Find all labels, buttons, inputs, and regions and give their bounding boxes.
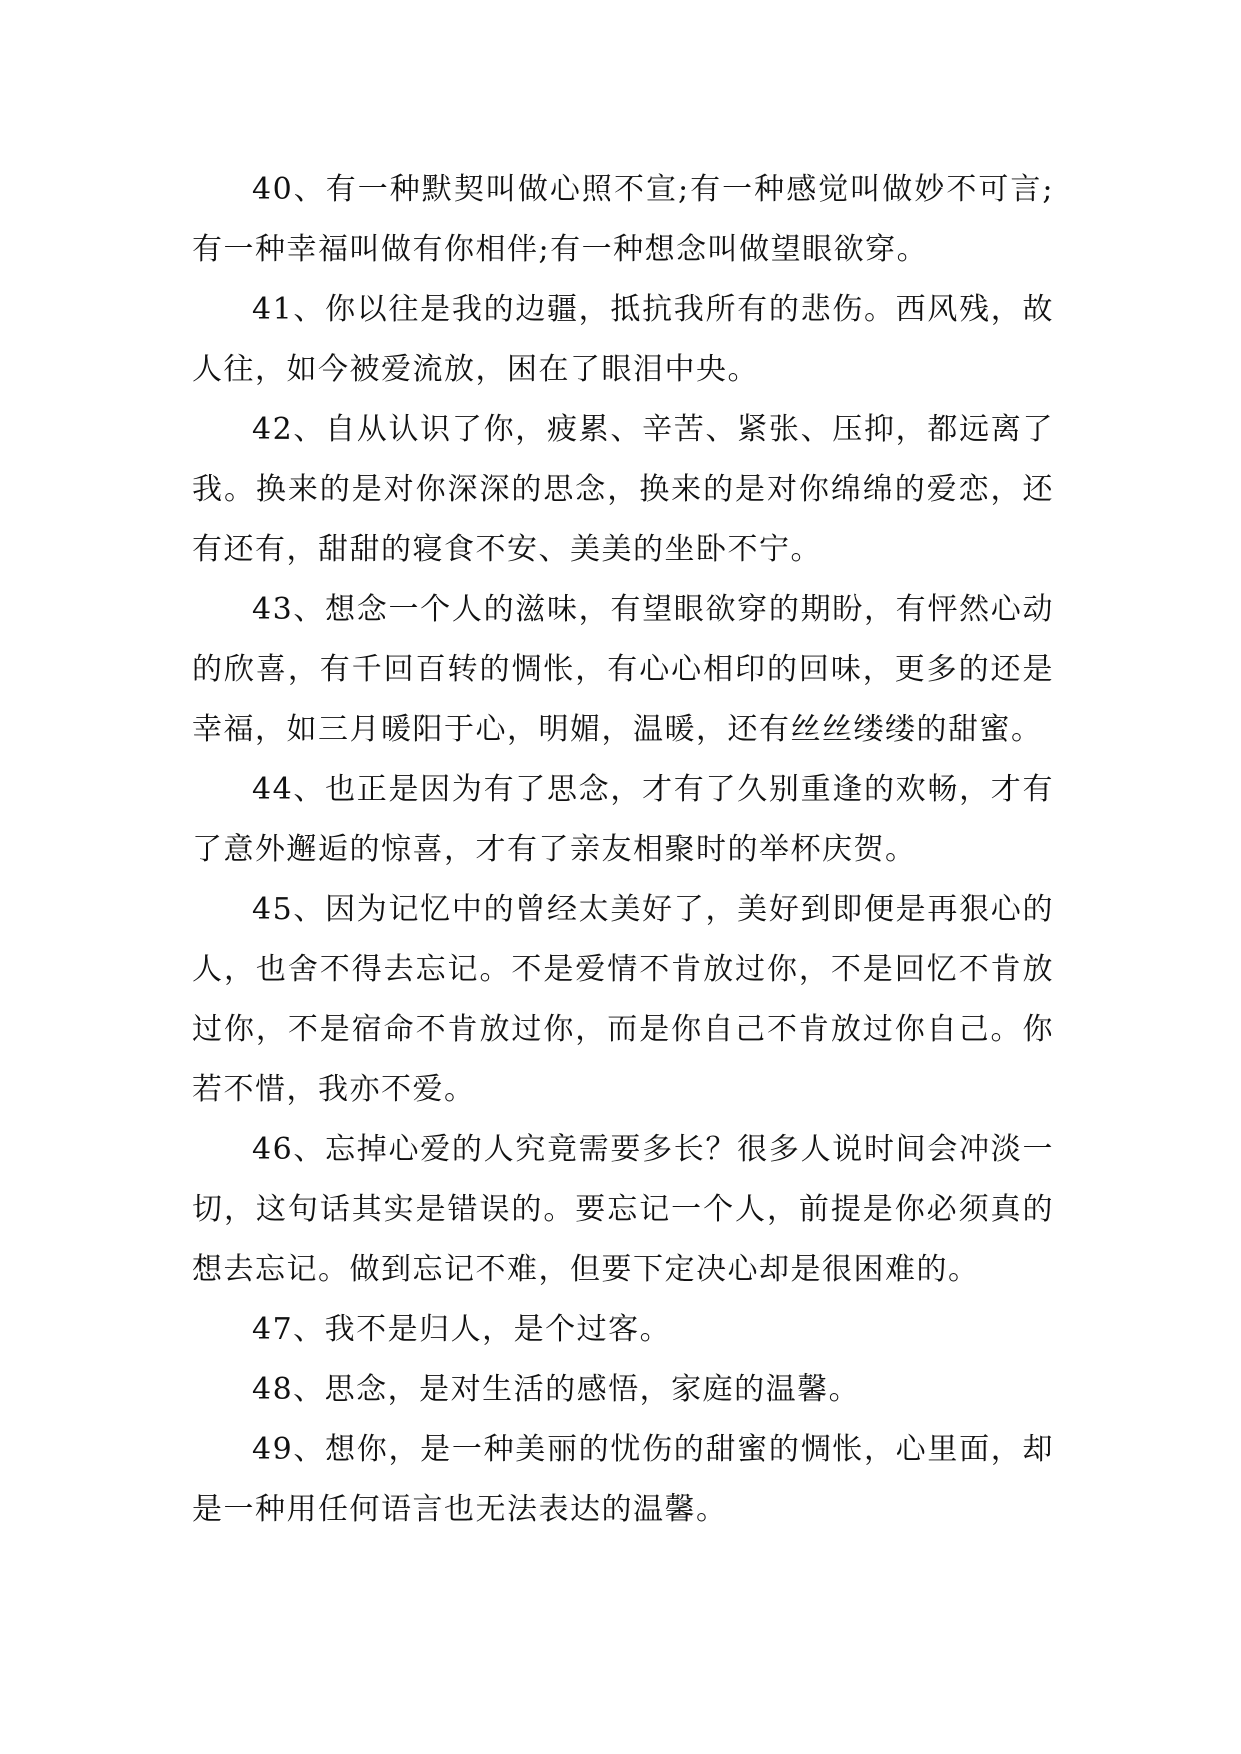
paragraph-40: 40、有一种默契叫做心照不宣;有一种感觉叫做妙不可言;有一种幸福叫做有你相伴;有一种想念叫做望眼欲穿。	[192, 172, 1054, 267]
document-body	[192, 160, 1054, 1540]
paragraph-41: 41、你以往是我的边疆，抵抗我所有的悲伤。西风残，故人往，如今被爱流放，困在了眼泪中央。	[192, 292, 1054, 387]
paragraph-44: 44、也正是因为有了思念，才有了久别重逢的欢畅，才有了意外邂逅的惊喜，才有了亲友相聚时的举杯庆贺。	[192, 772, 1054, 867]
paragraph-45: 45、因为记忆中的曾经太美好了，美好到即便是再狠心的人，也舍不得去忘记。不是爱情不肯放过你，不是回忆不肯放过你，不是宿命不肯放过你，而是你自己不肯放过你自己。你若不惜，我亦不爱。	[192, 892, 1054, 1107]
paragraph-46: 46、忘掉心爱的人究竟需要多长？很多人说时间会冲淡一切，这句话其实是错误的。要忘记一个人，前提是你必须真的想去忘记。做到忘记不难，但要下定决心却是很困难的。	[192, 1132, 1054, 1287]
paragraph-49: 49、想你，是一种美丽的忧伤的甜蜜的惆怅，心里面，却是一种用任何语言也无法表达的温馨。	[192, 1432, 1054, 1527]
paragraph-48: 48、思念，是对生活的感悟，家庭的温馨。	[252, 1372, 861, 1407]
paragraph-42: 42、自从认识了你，疲累、辛苦、紧张、压抑，都远离了我。换来的是对你深深的思念，换来的是对你绵绵的爱恋，还有还有，甜甜的寝食不安、美美的坐卧不宁。	[192, 412, 1054, 567]
paragraph-43: 43、想念一个人的滋味，有望眼欲穿的期盼，有怦然心动的欣喜，有千回百转的惆怅，有心心相印的回味，更多的还是幸福，如三月暖阳于心，明媚，温暖，还有丝丝缕缕的甜蜜。	[192, 592, 1054, 747]
paragraph-47: 47、我不是归人，是个过客。	[252, 1312, 672, 1347]
